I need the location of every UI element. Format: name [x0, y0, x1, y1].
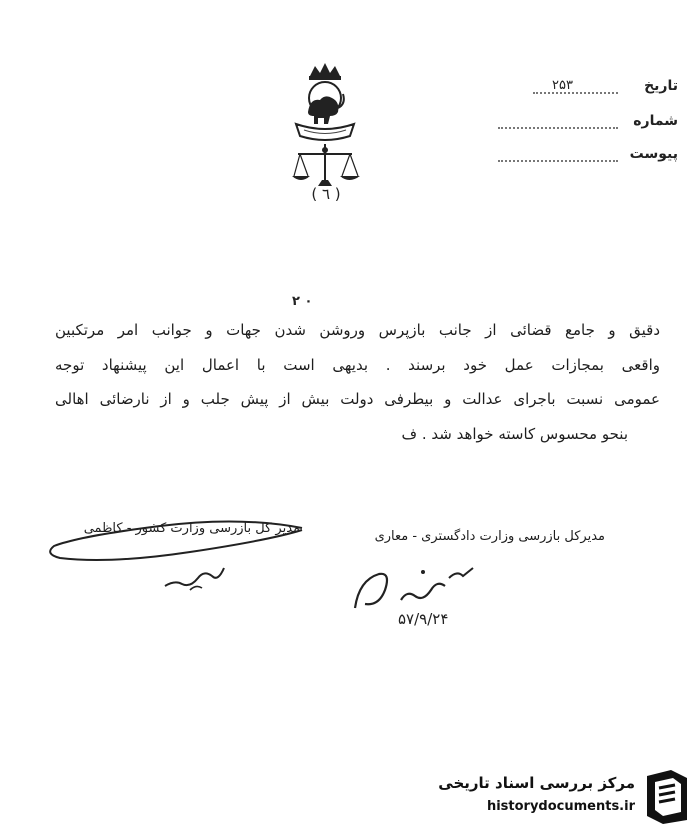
- body-line: بنحو محسوس کاسته خواهد شد . ف: [401, 425, 628, 443]
- signature-title-interior: مدیر کل بازرسی وزارت کشور - کاظمی: [83, 521, 300, 536]
- attachment-dotted-line: [498, 158, 618, 162]
- watermark: [415, 768, 695, 828]
- watermark-title: مرکز بررسی اسناد تاریخی: [438, 774, 635, 792]
- watermark-url: historydocuments.ir: [486, 799, 635, 814]
- body-line: واقعی بمجازات عمل خود برسند . بدیهی است با اعمال این پیشنهاد توجه: [55, 356, 660, 374]
- date-dotted-line: [533, 90, 618, 94]
- signature-loop-scribble-icon: [40, 508, 310, 568]
- history-documents-logo-icon: [641, 768, 693, 826]
- date-value: ۲۵۳: [552, 78, 573, 93]
- document-number: ( ٦ ): [311, 185, 341, 203]
- signature-title-justice: مدیرکل بازرسی وزارت دادگستری - معاری: [374, 529, 605, 544]
- body-line: عمومی نسبت باجرای عدالت و بیطرفی دولت بیش از پیش جلب و از نارضائی اهالی: [55, 390, 660, 408]
- handwritten-signature-icon: [160, 560, 230, 595]
- number-dotted-line: [498, 125, 618, 129]
- number-label: شماره: [633, 113, 678, 129]
- date-label: تاریخ: [644, 78, 678, 94]
- number-field: [478, 113, 678, 135]
- date-field: [478, 78, 678, 100]
- body-line: دقیق و جامع قضائی از جانب بازپرس وروشن شدن جهات و جوانب امر مرتکبین: [55, 321, 660, 339]
- attachment-label: پیوست: [629, 146, 678, 162]
- page-mark: ۲ ۰: [292, 294, 313, 309]
- attachment-field: [478, 146, 678, 168]
- signature-date: ۵۷/۹/۲۴: [398, 610, 449, 628]
